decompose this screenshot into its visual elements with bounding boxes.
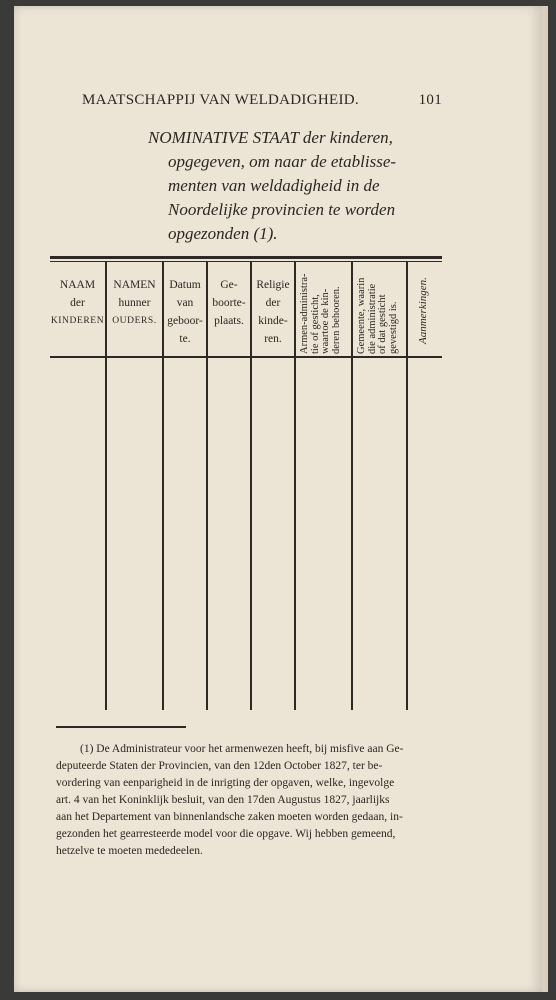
footnote — [56, 741, 448, 860]
column-divider — [294, 262, 296, 710]
header-text: Aanmerkingen. — [417, 277, 429, 344]
column-header-armen-administratie — [300, 274, 342, 354]
heading-line: Noordelijke provincien te worden — [168, 200, 396, 219]
running-title: MAATSCHAPPIJ VAN WELDADIGHEID. — [82, 92, 359, 108]
section-heading — [148, 126, 448, 246]
column-header-datum — [164, 276, 206, 348]
column-divider — [351, 262, 353, 710]
page-edge — [542, 6, 548, 992]
header-text: der — [265, 297, 281, 309]
header-text: die administratie — [366, 283, 378, 354]
footnote-line: aan het Departement van binnenlandsche zaken moeten worden gedaan, in- — [56, 811, 403, 823]
header-text: Gemeente, waarin — [356, 277, 367, 354]
heading-line: menten van weldadigheid in de — [168, 176, 380, 195]
header-text: te. — [179, 333, 191, 345]
header-text: waartoe de kin- — [320, 288, 331, 354]
footnote-line: (1) De Administrateur voor het armenwezen heeft, bij misfive aan Ge- — [80, 743, 404, 755]
page-number: 101 — [418, 92, 442, 108]
heading-line: opgegeven, om naar de etablisse- — [168, 152, 397, 171]
header-text: geboor- — [167, 315, 203, 327]
table-header-rule — [50, 356, 442, 358]
header-text: deren behooren. — [330, 286, 342, 354]
footnote-line: hetzelve te moeten mededeelen. — [56, 845, 203, 857]
header-text: Ge- — [220, 279, 238, 291]
header-text: Armen-administra- — [299, 273, 310, 354]
column-header-geboorteplaats — [208, 276, 250, 330]
header-text: kinde- — [258, 315, 288, 327]
column-divider — [406, 262, 408, 710]
header-text: gevestigd is. — [387, 301, 399, 354]
footnote-line: art. 4 van het Koninklijk besluit, van den 17den Augustus 1827, jaarlijks — [56, 794, 390, 806]
header-text: boorte- — [212, 297, 246, 309]
column-header-naam — [50, 276, 105, 330]
header-text: van — [176, 297, 194, 309]
table-top-rule — [50, 256, 442, 259]
header-text: plaats. — [214, 315, 244, 327]
header-text: OUDERS. — [112, 316, 157, 326]
header-text: Religie — [256, 279, 290, 291]
header-text: Datum — [169, 279, 201, 291]
heading-line: opgezonden (1). — [168, 224, 278, 243]
header-text: hunner — [118, 297, 151, 309]
column-header-gemeente — [357, 278, 399, 354]
footnote-line: gezonden het gearresteerde model voor die opgave. Wij hebben gemeend, — [56, 828, 396, 840]
header-text: of dat gesticht — [377, 294, 388, 354]
table-top-rule-thin — [50, 261, 442, 262]
footnote-rule — [56, 726, 186, 728]
header-text: der — [70, 297, 85, 309]
header-text: KINDEREN — [50, 316, 105, 326]
header-text: NAAM — [59, 279, 96, 291]
column-header-religie — [252, 276, 294, 348]
heading-line: NOMINATIVE STAAT der kinderen, — [148, 128, 393, 147]
header-text: NAMEN — [113, 279, 156, 291]
column-header-aanmerkingen — [418, 277, 429, 344]
column-header-namen — [107, 276, 162, 330]
header-text: tie of gesticht, — [309, 294, 321, 354]
header-text: ren. — [264, 333, 282, 345]
footnote-line: vordering van eenparigheid in de inrigting der opgaven, welke, ingevolge — [56, 777, 395, 789]
footnote-line: deputeerde Staten der Provincien, van den 12den October 1827, ter be- — [56, 760, 383, 772]
